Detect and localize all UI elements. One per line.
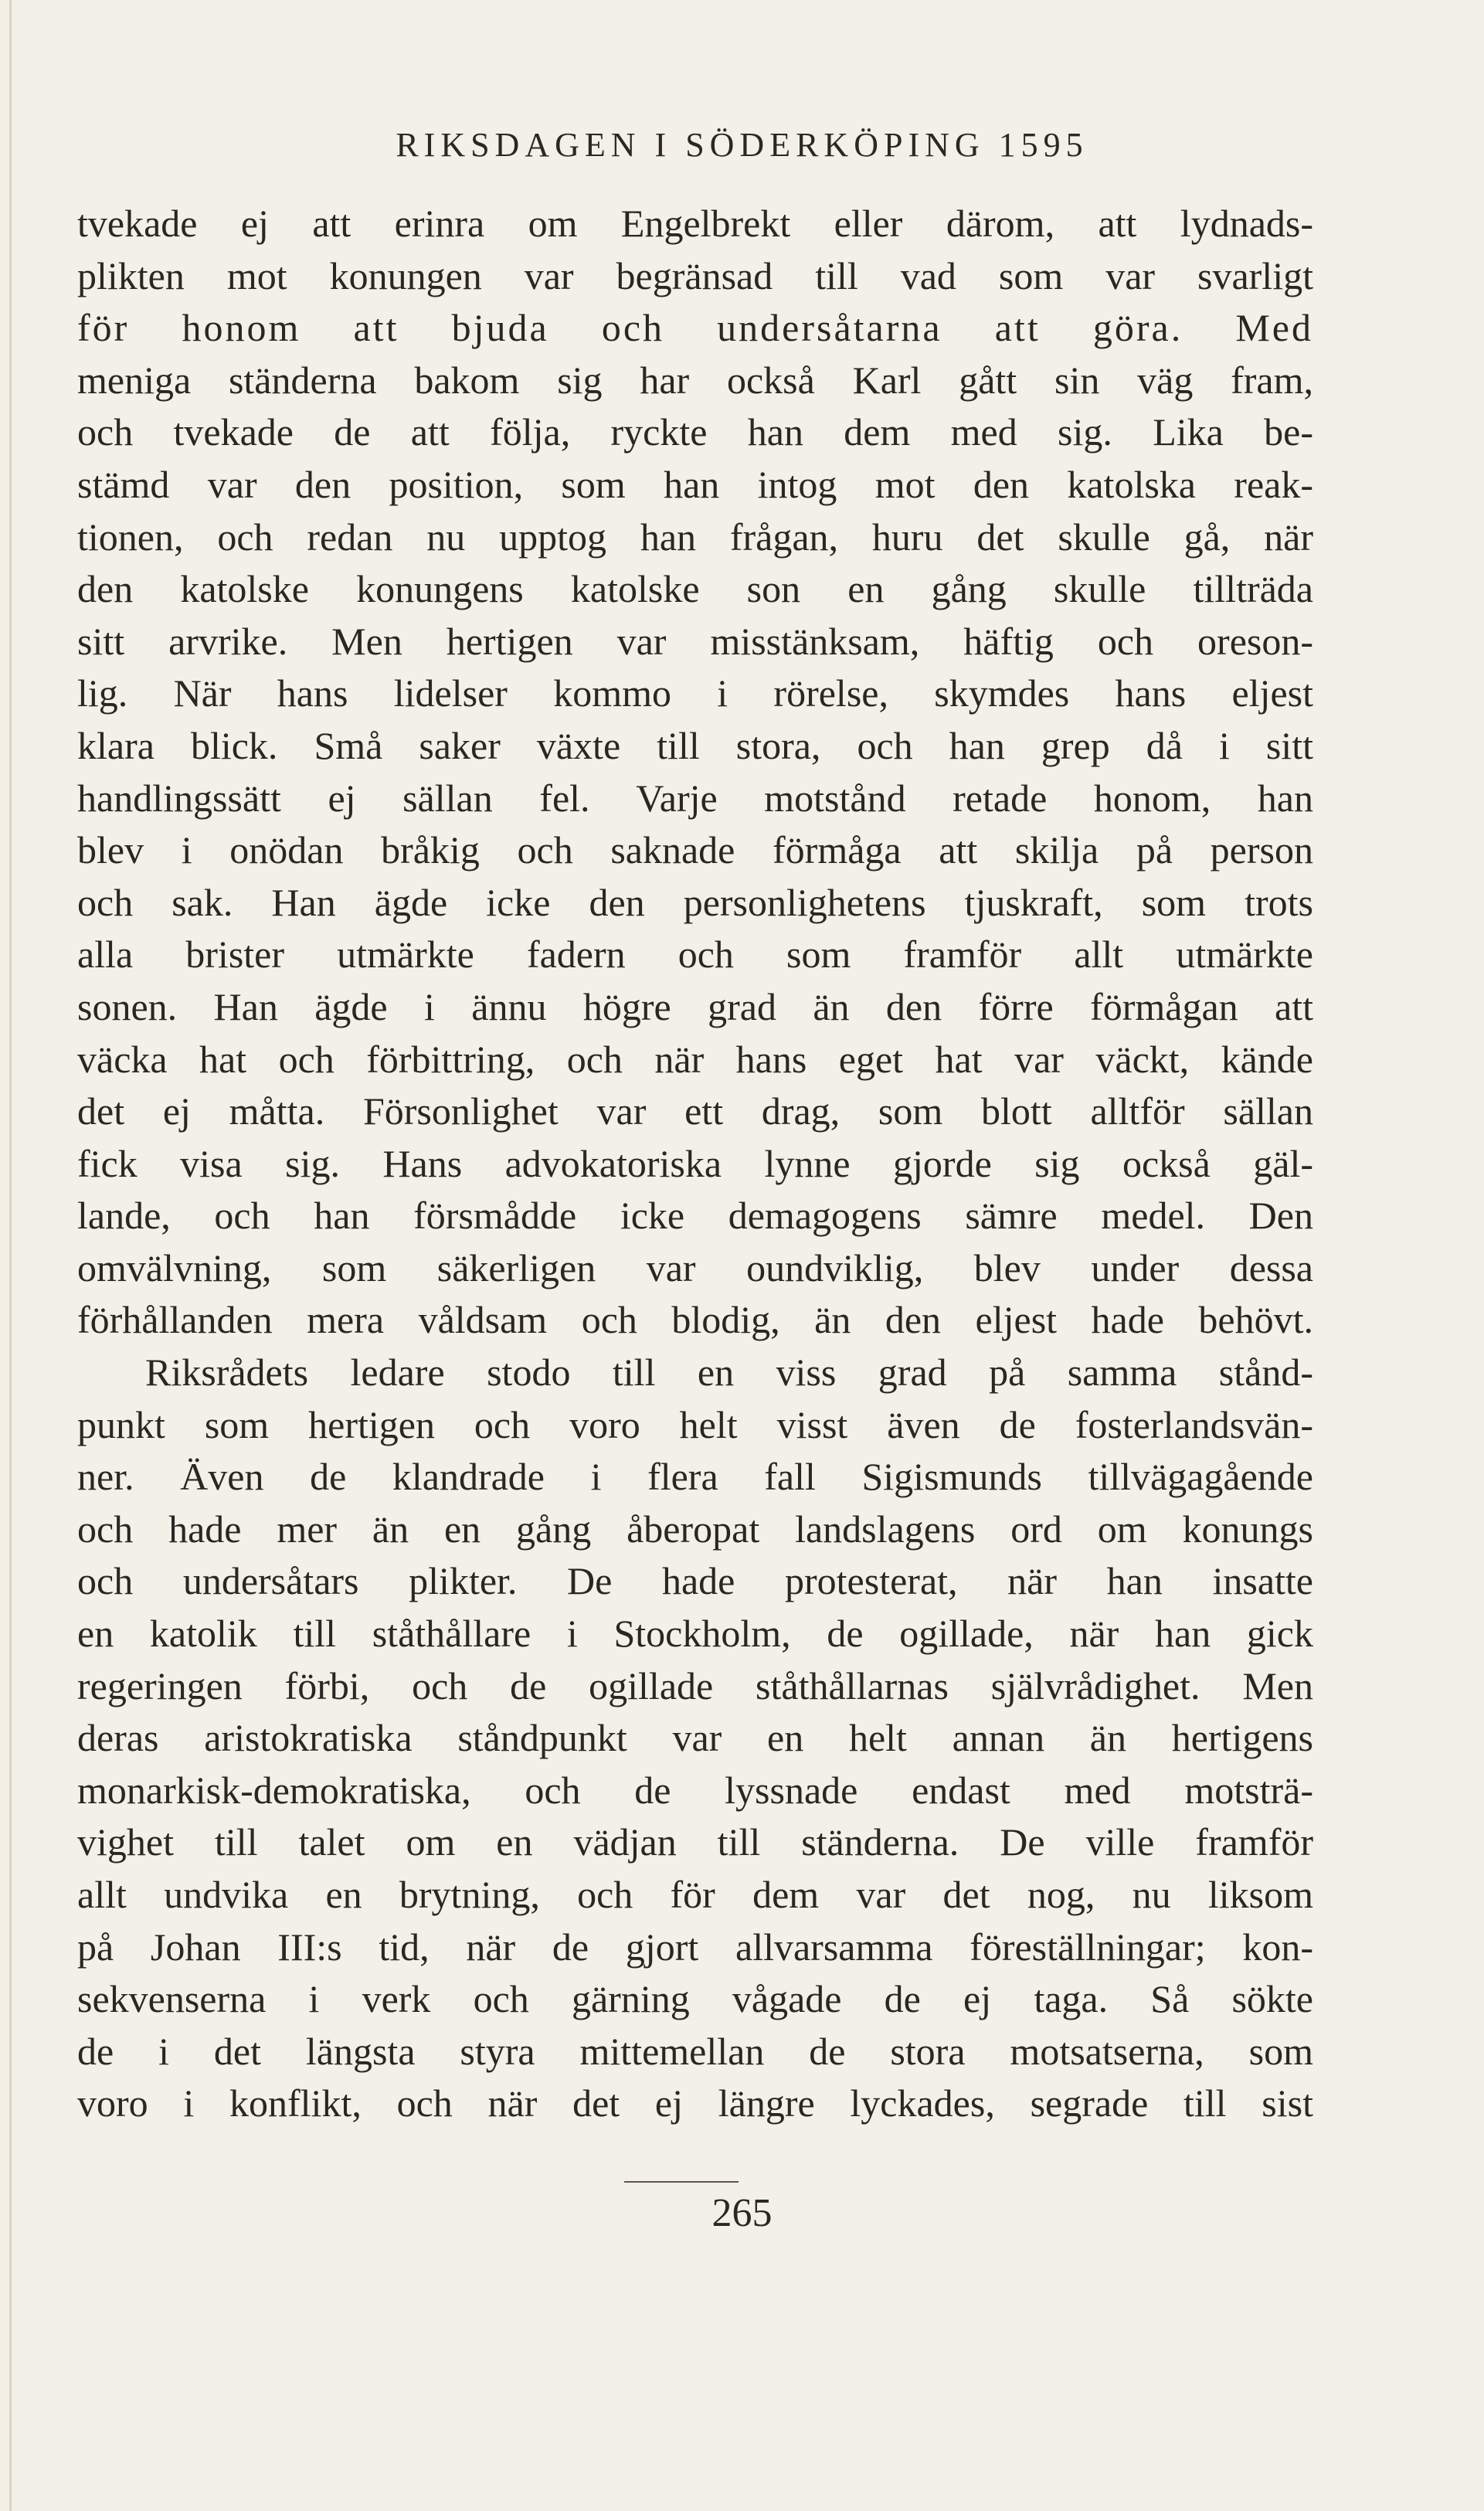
text-line: och tvekade de att följa, ryckte han dem med sig. Lika be- [77,410,1313,454]
text-line: vighet till talet om en vädjan till ständerna. De ville framför [77,1820,1313,1864]
text-line: väcka hat och förbittring, och när hans eget hat var väckt, kände [77,1037,1313,1081]
text-line: lande, och han försmådde icke demagogens sämre medel. Den [77,1194,1313,1238]
text-line: tionen, och redan nu upptog han frågan, huru det skulle gå, när [77,515,1313,559]
text-line: på Johan III:s tid, när de gjort allvarsamma föreställningar; kon- [77,1925,1313,1969]
text-line: blev i onödan bråkig och saknade förmåga att skilja på person [77,828,1313,872]
text-line: voro i konflikt, och när det ej längre lyckades, segrade till sist [77,2081,1313,2125]
text-line: alla brister utmärkte fadern och som framför allt utmärkte [77,933,1313,977]
body-text [77,198,1313,2130]
text-line: de i det längsta styra mittemellan de stora motsatserna, som [77,2029,1313,2073]
text-line: allt undvika en brytning, och för dem var det nog, nu liksom [77,1873,1313,1916]
text-line: den katolske konungens katolske son en gång skulle tillträda [77,567,1313,611]
running-head: RIKSDAGEN I SÖDERKÖPING 1595 [396,126,1088,164]
text-line: en katolik till ståthållare i Stockholm, de ogillade, när han gick [77,1612,1313,1656]
text-line: handlingssätt ej sällan fel. Varje motstånd retade honom, han [77,776,1313,820]
text-line: och undersåtars plikter. De hade protesterat, när han insatte [77,1559,1313,1603]
text-line: för honom att bjuda och undersåtarna att göra. Med [77,306,1313,350]
text-line: sonen. Han ägde i ännu högre grad än den förre förmågan att [77,984,1313,1028]
page-number: 265 [711,2191,773,2235]
text-line: stämd var den position, som han intog mot den katolska reak- [77,462,1313,506]
text-line: monarkisk-demokratiska, och de lyssnade endast med motsträ- [77,1768,1313,1812]
text-line: meniga ständerna bakom sig har också Karl gått sin väg fram, [77,358,1313,402]
page-gutter-edge [9,0,12,2511]
text-line: klara blick. Små saker växte till stora, och han grep då i sitt [77,723,1313,767]
text-line: plikten mot konungen var begränsad till vad som var svarligt [77,253,1313,297]
text-line: och hade mer än en gång åberopat landslagens ord om konungs [77,1507,1313,1551]
text-line: ner. Även de klandrade i flera fall Sigismunds tillvägagående [77,1455,1313,1499]
text-line: tvekade ej att erinra om Engelbrekt eller därom, att lydnads- [77,202,1313,245]
text-line: omvälvning, som säkerligen var oundviklig, blev under dessa [77,1245,1313,1289]
text-line: fick visa sig. Hans advokatoriska lynne gjorde sig också gäl- [77,1141,1313,1185]
text-line: och sak. Han ägde icke den personlighetens tjuskraft, som trots [77,880,1313,924]
text-line: det ej måtta. Försonlighet var ett drag, som blott alltför sällan [77,1089,1313,1133]
paragraph-first-line: Riksrådets ledare stodo till en viss grad på samma stånd- [145,1351,1313,1395]
text-line: deras aristokratiska ståndpunkt var en helt annan än hertigens [77,1716,1313,1760]
footer-rule [624,2181,739,2183]
text-line: punkt som hertigen och voro helt visst även de fosterlandsvän- [77,1402,1313,1446]
text-line: förhållanden mera våldsam och blodig, än den eljest hade behövt. [77,1298,1313,1342]
text-line: sekvenserna i verk och gärning vågade de ej taga. Så sökte [77,1977,1313,2021]
text-line: regeringen förbi, och de ogillade ståthållarnas självrådighet. Men [77,1663,1313,1707]
text-line: sitt arvrike. Men hertigen var misstänksam, häftig och oreson- [77,619,1313,663]
text-line: lig. När hans lidelser kommo i rörelse, skymdes hans eljest [77,671,1313,715]
